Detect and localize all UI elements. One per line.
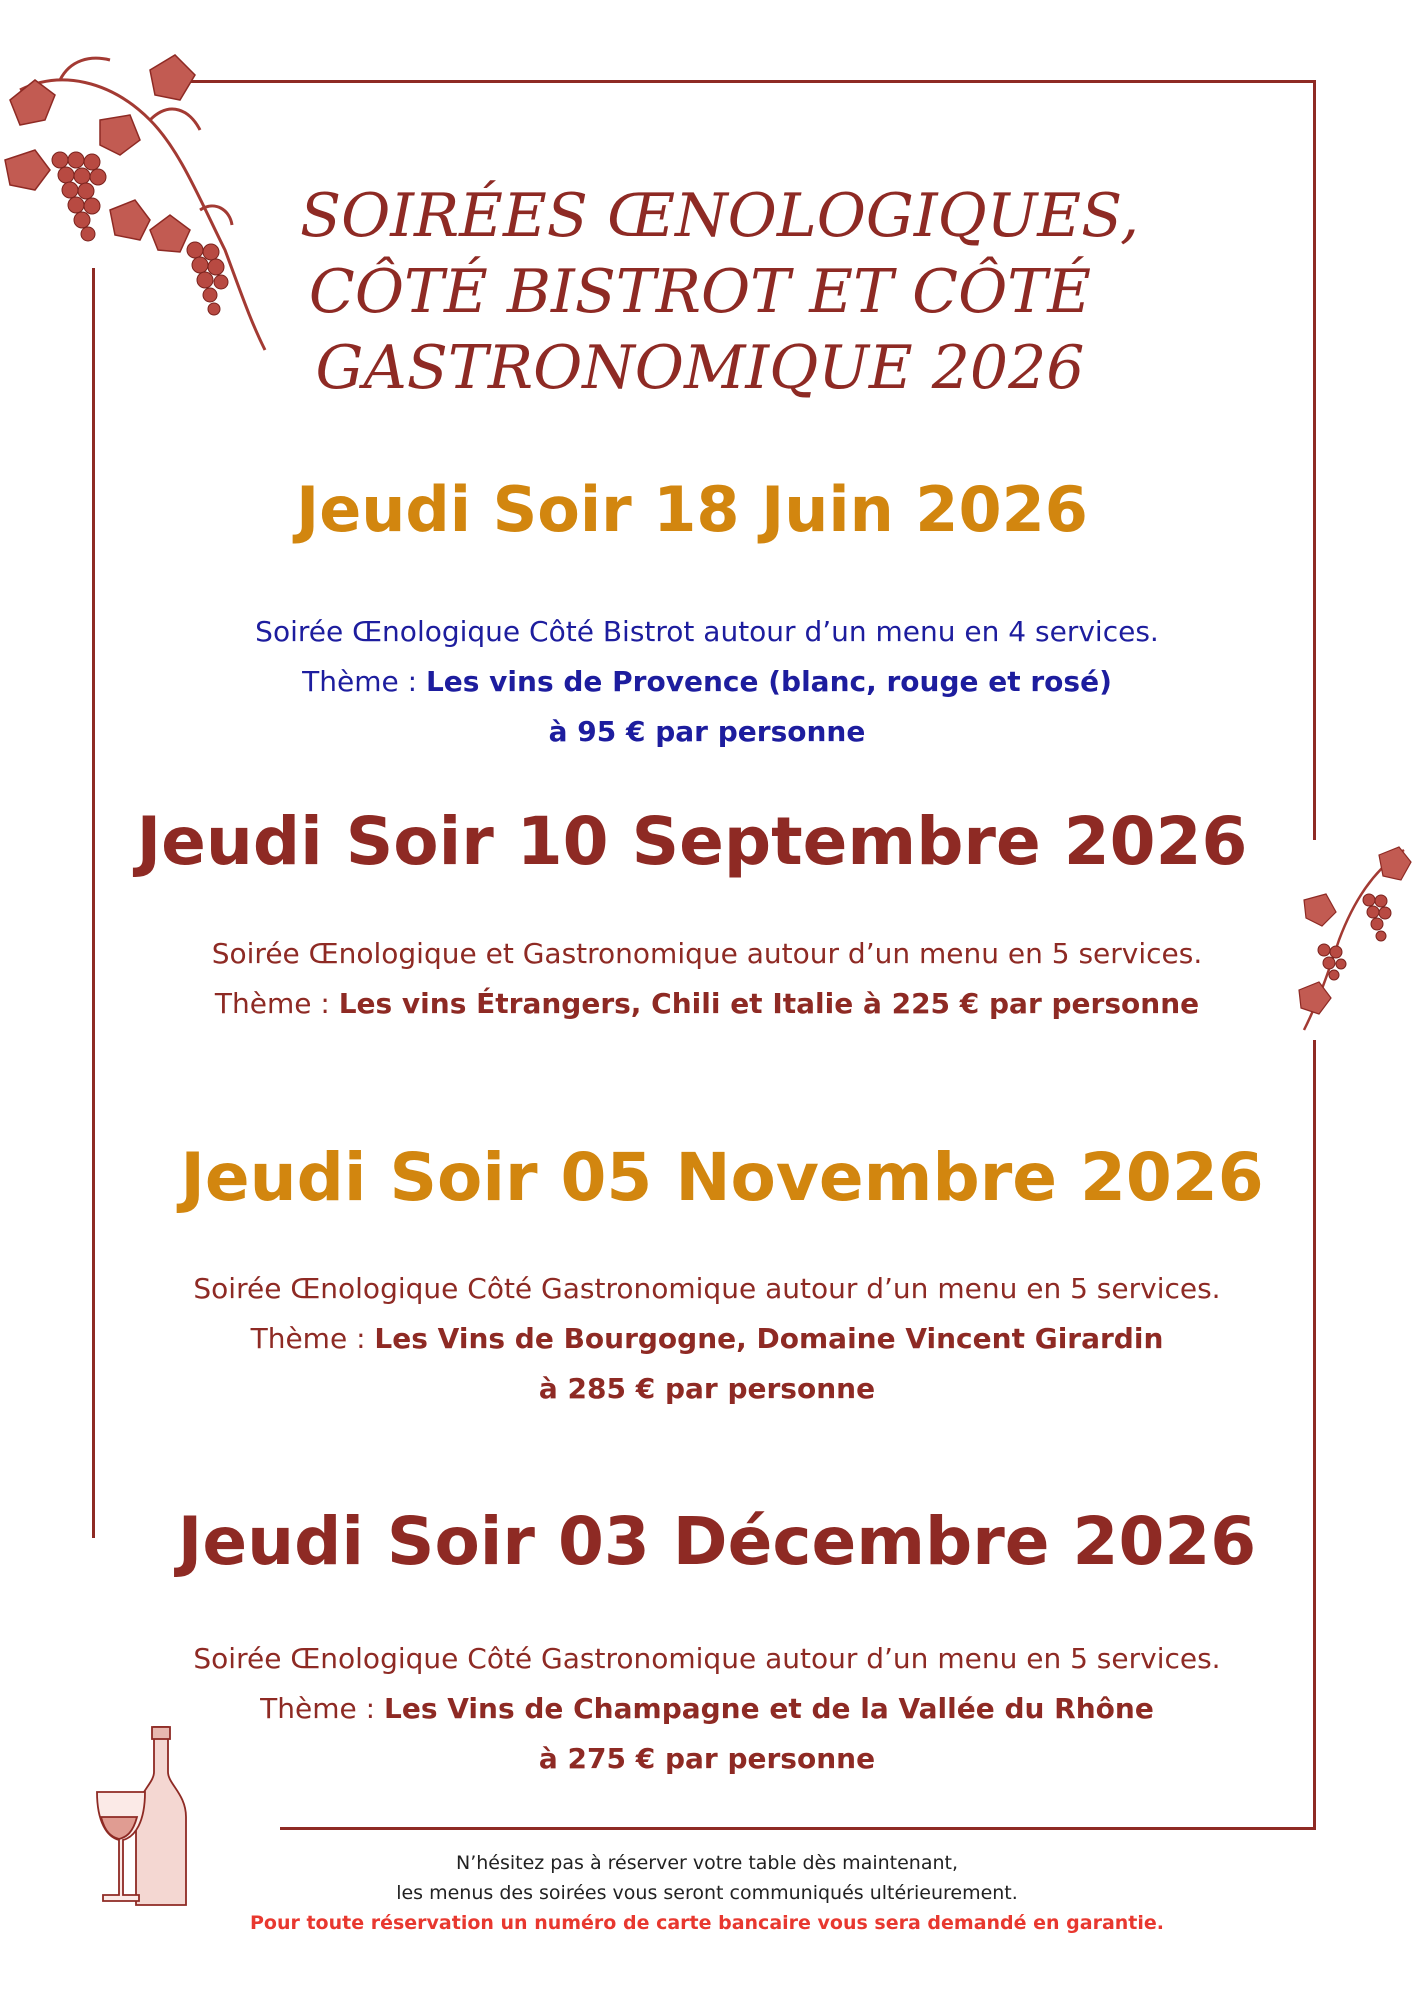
- event-price: à 285 € par personne: [538, 1372, 876, 1405]
- event-theme: Les vins de Provence (blanc, rouge et rosé): [425, 665, 1112, 698]
- event-date: Jeudi Soir 03 Décembre 2026: [177, 1503, 1257, 1580]
- event-description: Soirée Œnologique Côté Gastronomique autour d’un menu en 5 services.: [193, 1642, 1221, 1675]
- footer-note: [0, 1848, 1414, 1938]
- theme-prefix: Thème :: [302, 665, 426, 698]
- page-title: [300, 178, 1140, 406]
- title-line: CÔTÉ BISTROT ET CÔTÉ: [308, 257, 1092, 327]
- event-theme-line: [0, 979, 1414, 1029]
- event-date: Jeudi Soir 10 Septembre 2026: [136, 803, 1248, 880]
- event-details: [0, 1634, 1414, 1784]
- guarantee-warning: Pour toute réservation un numéro de carte bancaire vous sera demandé en garantie.: [249, 1912, 1165, 1934]
- event-date: Jeudi Soir 18 Juin 2026: [296, 473, 1088, 546]
- event-theme: Les vins Étrangers, Chili et Italie à 225 € par personne: [338, 987, 1200, 1020]
- event-details: [0, 929, 1414, 1029]
- event-description: Soirée Œnologique et Gastronomique autour d’un menu en 5 services.: [211, 937, 1203, 970]
- event-theme-line: [0, 1684, 1414, 1734]
- footer-line: les menus des soirées vous seront communiqués ultérieurement.: [396, 1882, 1018, 1904]
- event-theme: Les Vins de Champagne et de la Vallée du Rhône: [383, 1692, 1154, 1725]
- event-description: Soirée Œnologique Côté Gastronomique autour d’un menu en 5 services.: [193, 1272, 1221, 1305]
- event-theme-line: [0, 657, 1414, 707]
- footer-line: N’hésitez pas à réserver votre table dès maintenant,: [455, 1852, 959, 1874]
- title-line: GASTRONOMIQUE 2026: [315, 333, 1085, 403]
- frame-top-line: [155, 80, 1315, 83]
- event-details: [0, 607, 1414, 757]
- title-line: SOIRÉES ŒNOLOGIQUES,: [300, 181, 1140, 251]
- event-date: Jeudi Soir 05 Novembre 2026: [180, 1139, 1264, 1216]
- grape-vine-icon: [0, 50, 290, 370]
- event-price: à 95 € par personne: [548, 715, 866, 748]
- event-price: à 275 € par personne: [538, 1742, 876, 1775]
- event-theme: Les Vins de Bourgogne, Domaine Vincent Girardin: [374, 1322, 1164, 1355]
- theme-prefix: Thème :: [250, 1322, 375, 1355]
- frame-bottom-line: [280, 1827, 1316, 1830]
- event-theme-line: [0, 1314, 1414, 1364]
- event-description: Soirée Œnologique Côté Bistrot autour d’un menu en 4 services.: [255, 615, 1159, 648]
- theme-prefix: Thème :: [214, 987, 339, 1020]
- theme-prefix: Thème :: [260, 1692, 384, 1725]
- event-details: [0, 1264, 1414, 1414]
